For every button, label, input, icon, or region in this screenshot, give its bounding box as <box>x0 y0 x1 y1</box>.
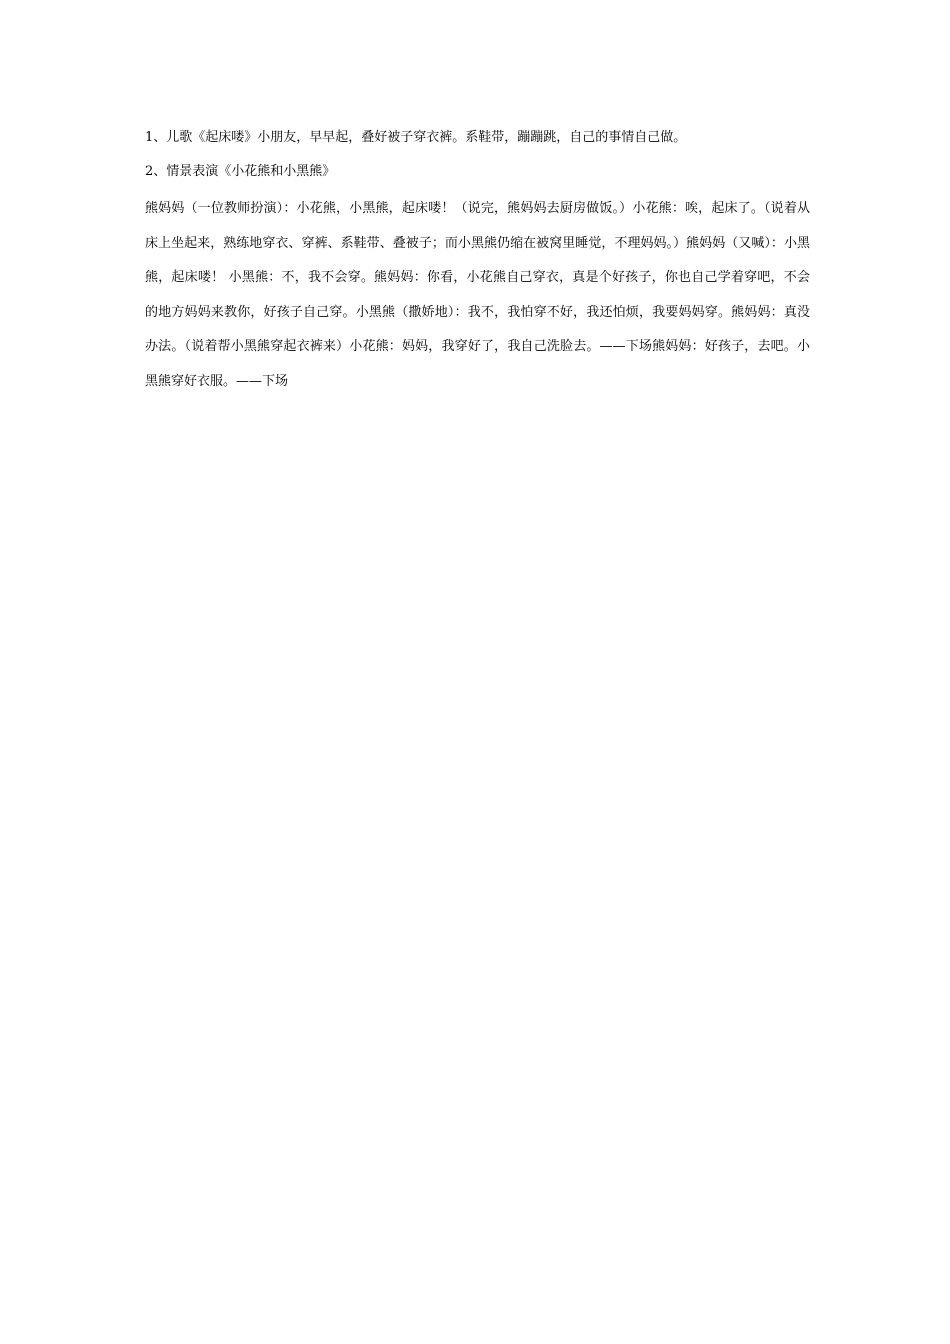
document-body <box>145 126 810 399</box>
paragraph-scene-dialogue: 熊妈妈（一位教师扮演）：小花熊，小黑熊，起床喽！（说完，熊妈妈去厨房做饭。）小花熊：唉，起床了。（说着从床上坐起来，熟练地穿衣、穿裤、系鞋带、叠被子；而小黑熊仍缩在被窝里睡觉，不理妈妈。）熊妈妈（又喊）：小黑熊，起床喽！ 小黑熊：不，我不会穿。熊妈妈：你看，小花熊自己穿衣，真是个好孩子，你也自己学着穿吧，不会的地方妈妈来教你，好孩子自己穿。小黑熊（撒娇地）：我不，我怕穿不好，我还怕烦，我要妈妈穿。熊妈妈：真没办法。（说着帮小黑熊穿起衣裤来）小花熊：妈妈，我穿好了，我自己洗脸去。——下场熊妈妈：好孩子，去吧。小黑熊穿好衣服。——下场 <box>145 201 810 389</box>
paragraph-nursery-rhyme: 1、儿歌《起床喽》小朋友，早早起，叠好被子穿衣裤。系鞋带，蹦蹦跳，自己的事情自己做。 <box>145 130 687 145</box>
paragraph-scene-title: 2、情景表演《小花熊和小黑熊》 <box>145 164 336 179</box>
